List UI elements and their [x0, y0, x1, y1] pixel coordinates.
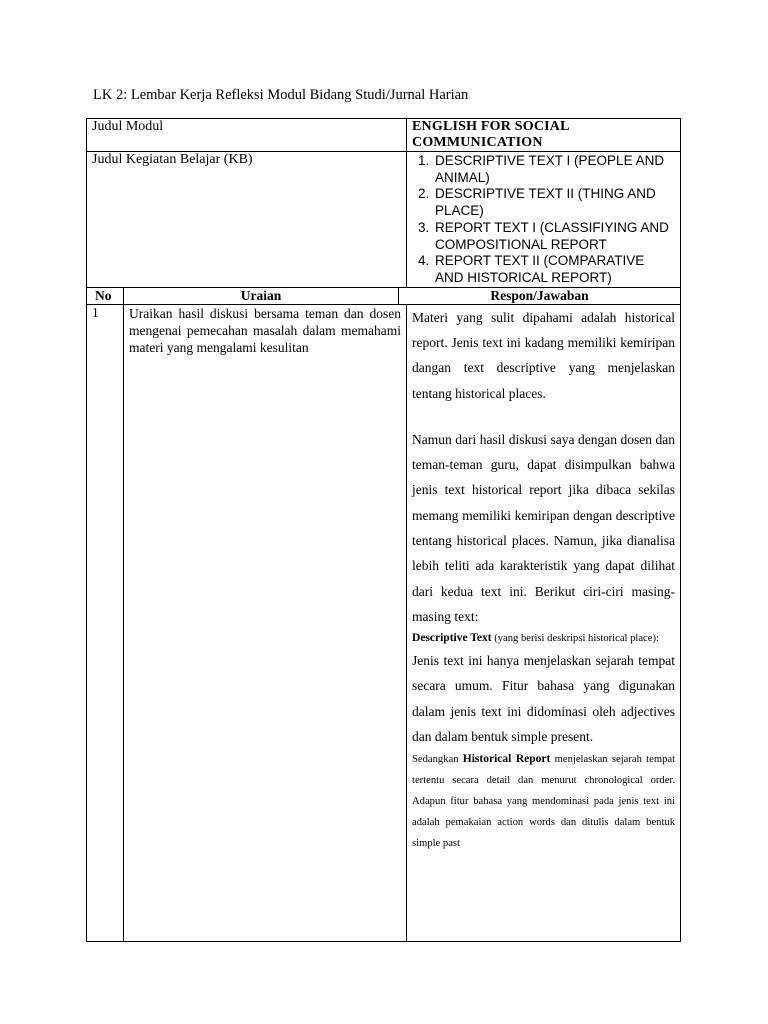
- respon-cell: [407, 304, 681, 941]
- reflection-table: [86, 118, 681, 942]
- kb-label: Judul Kegiatan Belajar (KB): [87, 152, 407, 288]
- kb-item: 4. REPORT TEXT II (COMPARATIVE AND HISTORICAL REPORT): [433, 253, 675, 286]
- respon-paragraph: Materi yang sulit dipahami adalah historical report. Jenis text ini kadang memiliki kemiripan dangan text descriptive yang menjelaskan tentang historical places.: [412, 309, 676, 401]
- table-row: [87, 304, 681, 941]
- no-header: No: [87, 287, 124, 304]
- uraian-text: Uraikan hasil diskusi bersama teman dan dosen mengenai pemecahan masalah dalam memahami materi yang mengalami kesulitan: [124, 304, 407, 941]
- historical-report-term: Historical Report: [462, 753, 551, 766]
- kb-list: [407, 153, 675, 287]
- uraian-header: Uraian: [124, 287, 399, 304]
- modul-row: [87, 119, 681, 152]
- text-run: Sedangkan: [412, 754, 463, 766]
- descriptive-note: (yang berisi deskripsi historical place):: [491, 633, 659, 645]
- descriptive-subheading: [412, 629, 675, 648]
- header-row: [87, 287, 681, 304]
- modul-value: ENGLISH FOR SOCIAL COMMUNICATION: [407, 119, 681, 152]
- respon-paragraph: Jenis text ini hanya menjelaskan sejarah tempat secara umum. Fitur bahasa yang digunakan dalam jenis text ini didominasi oleh adjectives dan dalam bentuk simple present.: [412, 653, 676, 745]
- modul-label: Judul Modul: [87, 119, 407, 152]
- kb-item: 2. DESCRIPTIVE TEXT II (THING AND PLACE): [433, 186, 675, 219]
- respon-paragraph: Namun dari hasil diskusi saya dengan dosen dan teman-teman guru, dapat disimpulkan bahwa jenis text historical report jika dibaca sekilas memang memiliki kemiripan dengan descriptive tentang historical places. Namun, jika dianalisa lebih teliti ada karakteristik yang dapat dilihat dari kedua text ini. Berikut ciri-ciri masing-masing text:: [412, 431, 676, 624]
- page-heading: LK 2: Lembar Kerja Refleksi Modul Bidang Studi/Jurnal Harian: [93, 87, 469, 103]
- kb-item: 1. DESCRIPTIVE TEXT I (PEOPLE AND ANIMAL): [433, 153, 675, 186]
- kb-row: [87, 152, 681, 288]
- row-number: 1: [87, 304, 124, 941]
- descriptive-term: Descriptive Text: [412, 632, 492, 645]
- respon-paragraph: [412, 749, 675, 854]
- kb-list-cell: [407, 152, 681, 288]
- kb-item: 3. REPORT TEXT I (CLASSIFIYING AND COMPOSITIONAL REPORT: [433, 220, 675, 253]
- text-run: menjelaskan sejarah tempat tertentu secara detail dan menurut chronological order. Adapun fitur bahasa yang mendominasi pada jenis text ini adalah pemakaian action words dan ditulis dalam bentuk simple past: [412, 754, 676, 850]
- respon-header: Respon/Jawaban: [399, 287, 681, 304]
